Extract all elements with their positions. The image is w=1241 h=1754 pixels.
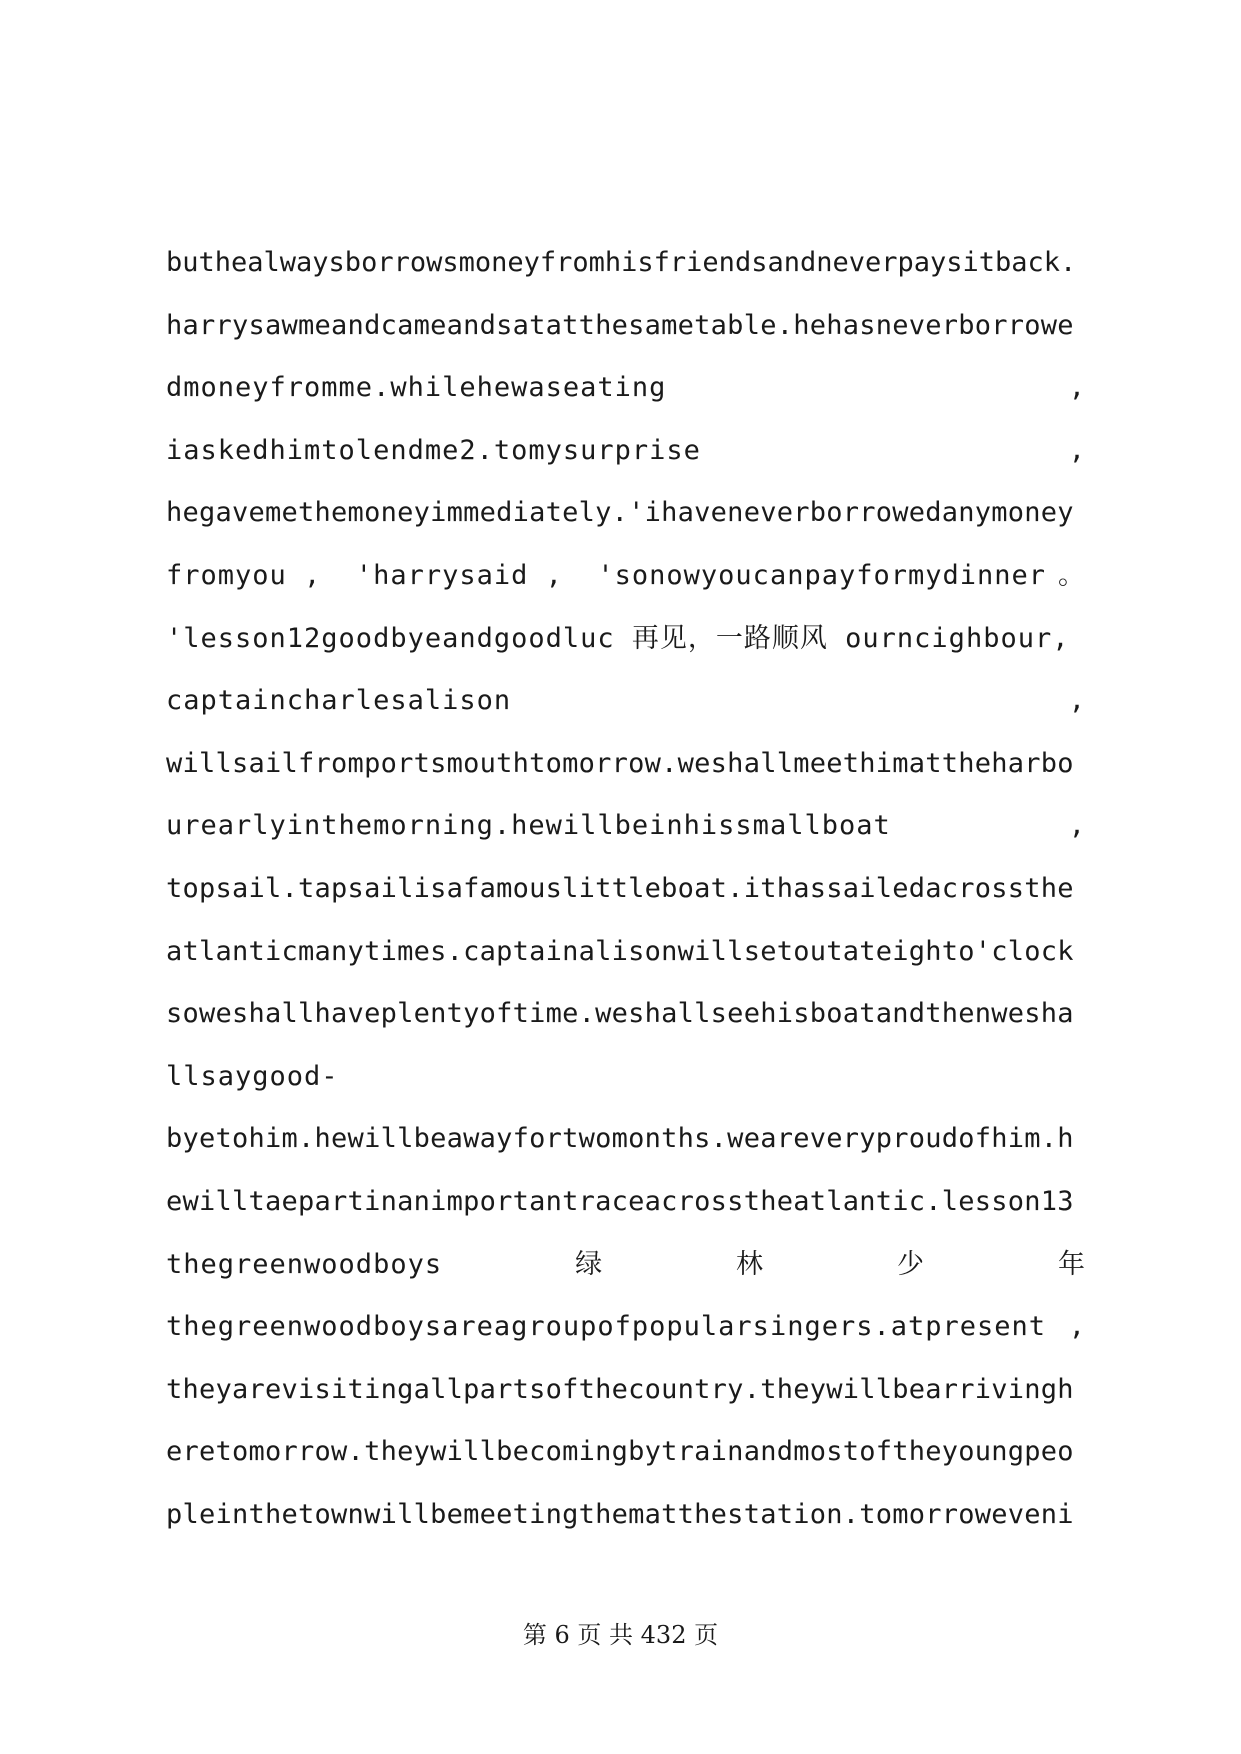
text-line (166, 983, 1086, 1046)
text-segment: theyarevisitingallpartsofthecountry.theywillbearrivingh (166, 1373, 1074, 1405)
text-segment: dmoneyfromme.whilehewaseating (166, 372, 667, 404)
text-segment: 'lesson12goodbyeandgoodluc 再见，一路顺风 ourncighbour, (166, 622, 1070, 654)
text-segment: thegreenwoodboys (166, 1248, 443, 1280)
text-segment: , (1068, 1311, 1086, 1343)
text-line (166, 1171, 1086, 1234)
text-segment: atlanticmanytimes.captainalisonwillsetoutateighto'clock (166, 935, 1074, 967)
text-segment: iaskedhimtolendme2.tomysurprise (166, 434, 701, 466)
text-line (166, 733, 1086, 796)
text-segment: hegavemethemoneyimmediately.'ihaveneverborrowedanymoney (166, 497, 1074, 529)
text-line (166, 1296, 1086, 1359)
text-line (166, 795, 1086, 858)
text-line (166, 1046, 1086, 1109)
text-segment: , (1068, 372, 1086, 404)
body-text (166, 232, 1086, 1546)
page-footer: 第 6 页 共 432 页 (522, 1621, 719, 1649)
text-segment: fromyou , 'harrysaid , 'sonowyoucanpayformydinner (166, 559, 1047, 591)
text-segment: harrysawmeandcameandsatatthesametable.hehasneverborrowe (166, 309, 1074, 341)
text-segment: 。 (1058, 559, 1086, 591)
text-line (166, 1234, 1086, 1297)
text-segment: pleinthetownwillbemeetingthematthestation.tomorroweveni (166, 1498, 1074, 1530)
text-line (166, 232, 1086, 295)
text-segment: 年 (1057, 1248, 1086, 1280)
text-segment: captaincharlesalison (166, 685, 512, 717)
text-segment: willsailfromportsmouthtomorrow.weshallmeethimattheharbo (166, 747, 1074, 779)
text-segment: soweshallhaveplentyoftime.weshallseehisboatandthenwesha (166, 998, 1074, 1030)
text-segment: byetohim.hewillbeawayfortwomonths.weareveryproudofhim.h (166, 1123, 1074, 1155)
text-line (166, 482, 1086, 545)
text-segment: , (1068, 810, 1086, 842)
text-segment: , (1068, 434, 1086, 466)
text-line (166, 858, 1086, 921)
text-segment: thegreenwoodboysareagroupofpopularsingers.atpresent (166, 1311, 1047, 1343)
text-line (166, 295, 1086, 358)
text-segment: urearlyinthemorning.hewillbeinhissmallboat (166, 810, 891, 842)
text-line (166, 420, 1086, 483)
text-line (166, 921, 1086, 984)
text-segment: eretomorrow.theywillbecomingbytrainandmostoftheyoungpeo (166, 1436, 1074, 1468)
text-segment: topsail.tapsailisafamouslittleboat.ithassailedacrossthe (166, 872, 1074, 904)
text-segment: , (1068, 685, 1086, 717)
text-segment: buthealwaysborrowsmoneyfromhisfriendsandneverpaysitback. (166, 247, 1077, 278)
text-line (166, 1359, 1086, 1422)
text-line (166, 1108, 1086, 1171)
text-line (166, 670, 1086, 733)
text-line (166, 608, 1086, 671)
text-segment: llsaygood- (166, 1060, 339, 1092)
text-segment: 少 (897, 1248, 925, 1280)
text-line (166, 1421, 1086, 1484)
text-segment: ewilltaepartinanimportantraceacrosstheatlantic.lesson13 (166, 1185, 1074, 1217)
text-segment: 林 (736, 1248, 765, 1280)
text-line (166, 1484, 1086, 1547)
text-line (166, 545, 1086, 608)
text-segment: 绿 (575, 1248, 604, 1280)
text-line (166, 357, 1086, 420)
